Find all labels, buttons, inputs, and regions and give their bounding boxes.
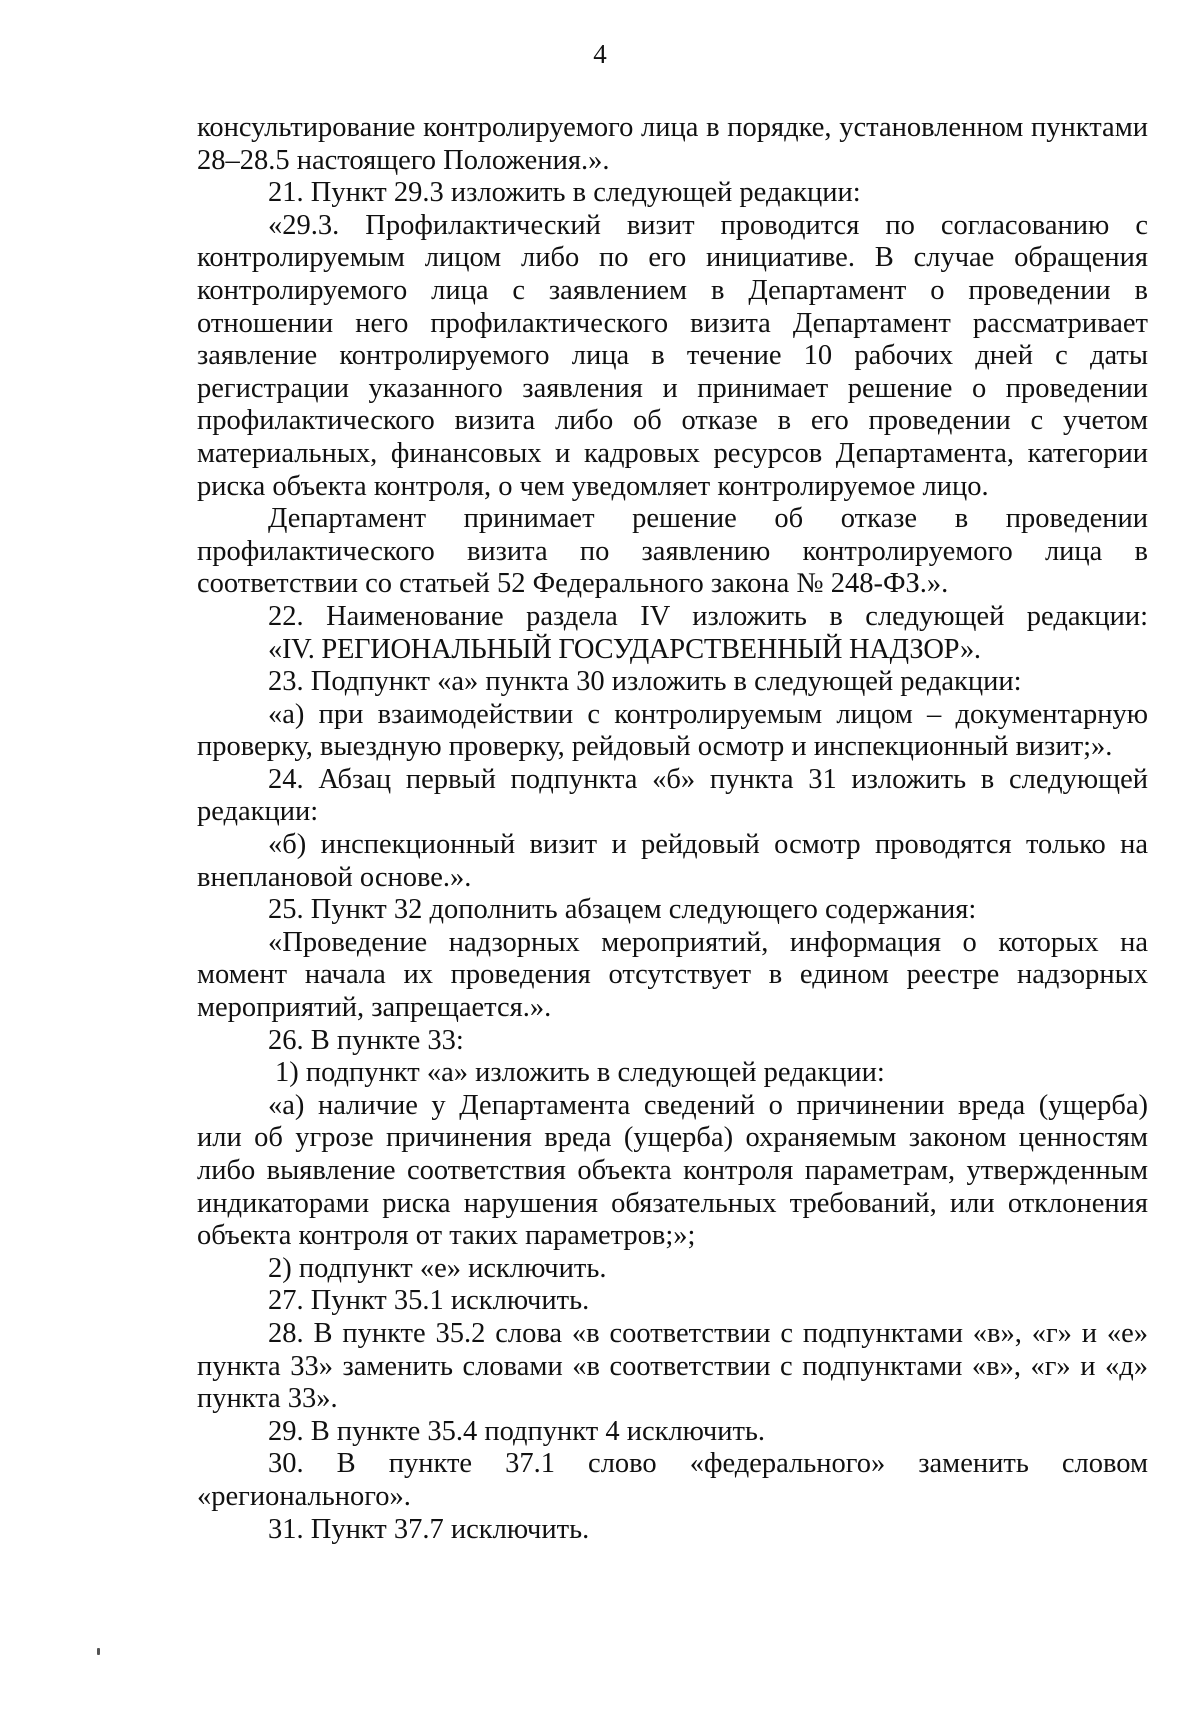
paragraph-department-refusal: Департамент принимает решение об отказе в проведении профилактического визита по заявлению контролируемого лица в соответствии со статьей 52 Федерального закона № 248-ФЗ.». xyxy=(197,503,1148,600)
paragraph-quote-b: «б) инспекционный визит и рейдовый осмотр проводятся только на внеплановой основе.». xyxy=(197,829,1148,893)
paragraph-item-24: 24. Абзац первый подпункта «б» пункта 31 изложить в следующей редакции: xyxy=(197,763,1148,828)
paragraph-item-28: 28. В пункте 35.2 слова «в соответствии с подпунктами «в», «г» и «е» пункта 33» заменить словами «в соответствии с подпунктами «в», «г» и «д» пункта 33». xyxy=(197,1317,1148,1415)
paragraph-item-21: 21. Пункт 29.3 изложить в следующей редакции: xyxy=(268,177,861,209)
paragraph-item-22: 22. Наименование раздела IV изложить в следующей редакции: xyxy=(268,600,1148,632)
paragraph-quote-prohibition: «Проведение надзорных мероприятий, информация о которых на момент начала их проведения отсутствует в едином реестре надзорных мероприятий, запрещается.». xyxy=(197,926,1148,1024)
scan-speck xyxy=(97,1648,100,1655)
paragraph-item-26: 26. В пункте 33: xyxy=(268,1024,464,1056)
paragraph-quote-a: «а) при взаимодействии с контролируемым лицом – документарную проверку, выездную проверку, рейдовый осмотр и инспекционный визит;». xyxy=(197,698,1148,763)
paragraph-item-26-1: 1) подпункт «а» изложить в следующей редакции: xyxy=(275,1057,885,1089)
paragraph-item-26-2: 2) подпункт «е» исключить. xyxy=(268,1252,607,1284)
paragraph-item-29: 29. В пункте 35.4 подпункт 4 исключить. xyxy=(268,1415,766,1447)
paragraph-item-27: 27. Пункт 35.1 исключить. xyxy=(268,1285,590,1317)
page-number: 4 xyxy=(593,39,607,69)
paragraph-quote-a-33: «а) наличие у Департамента сведений о причинении вреда (ущерба) или об угрозе причинения вреда (ущерба) охраняемым законом ценностям либо выявление соответствия объекта контроля параметрам, утвержденным индикаторами риска нарушения обязательных требований, или отклонения объекта контроля от таких параметров;»; xyxy=(197,1089,1148,1252)
paragraph-item-30: 30. В пункте 37.1 слово «федерального» заменить словом «регионального». xyxy=(197,1448,1148,1512)
document-body xyxy=(197,112,1148,1546)
paragraph-continuation: консультирование контролируемого лица в порядке, установленном пунктами 28–28.5 настоящего Положения.». xyxy=(197,112,1148,176)
paragraph-section-iv-title: «IV. РЕГИОНАЛЬНЫЙ ГОСУДАРСТВЕННЫЙ НАДЗОР». xyxy=(268,633,981,665)
paragraph-item-31: 31. Пункт 37.7 исключить. xyxy=(268,1513,590,1545)
paragraph-quote-29-3: «29.3. Профилактический визит проводится по согласованию с контролируемым лицом либо по его инициативе. В случае обращения контролируемого лица с заявлением в Департамент о проведении в отношении него профилактического визита Департамент рассматривает заявление контролируемого лица в течение 10 рабочих дней с даты регистрации указанного заявления и принимает решение о проведении профилактического визита либо об отказе в его проведении с учетом материальных, финансовых и кадровых ресурсов Департамента, категории риска объекта контроля, о чем уведомляет контролируемое лицо. xyxy=(197,209,1148,502)
paragraph-item-23: 23. Подпункт «а» пункта 30 изложить в следующей редакции: xyxy=(268,666,1022,698)
paragraph-item-25: 25. Пункт 32 дополнить абзацем следующего содержания: xyxy=(268,894,977,926)
